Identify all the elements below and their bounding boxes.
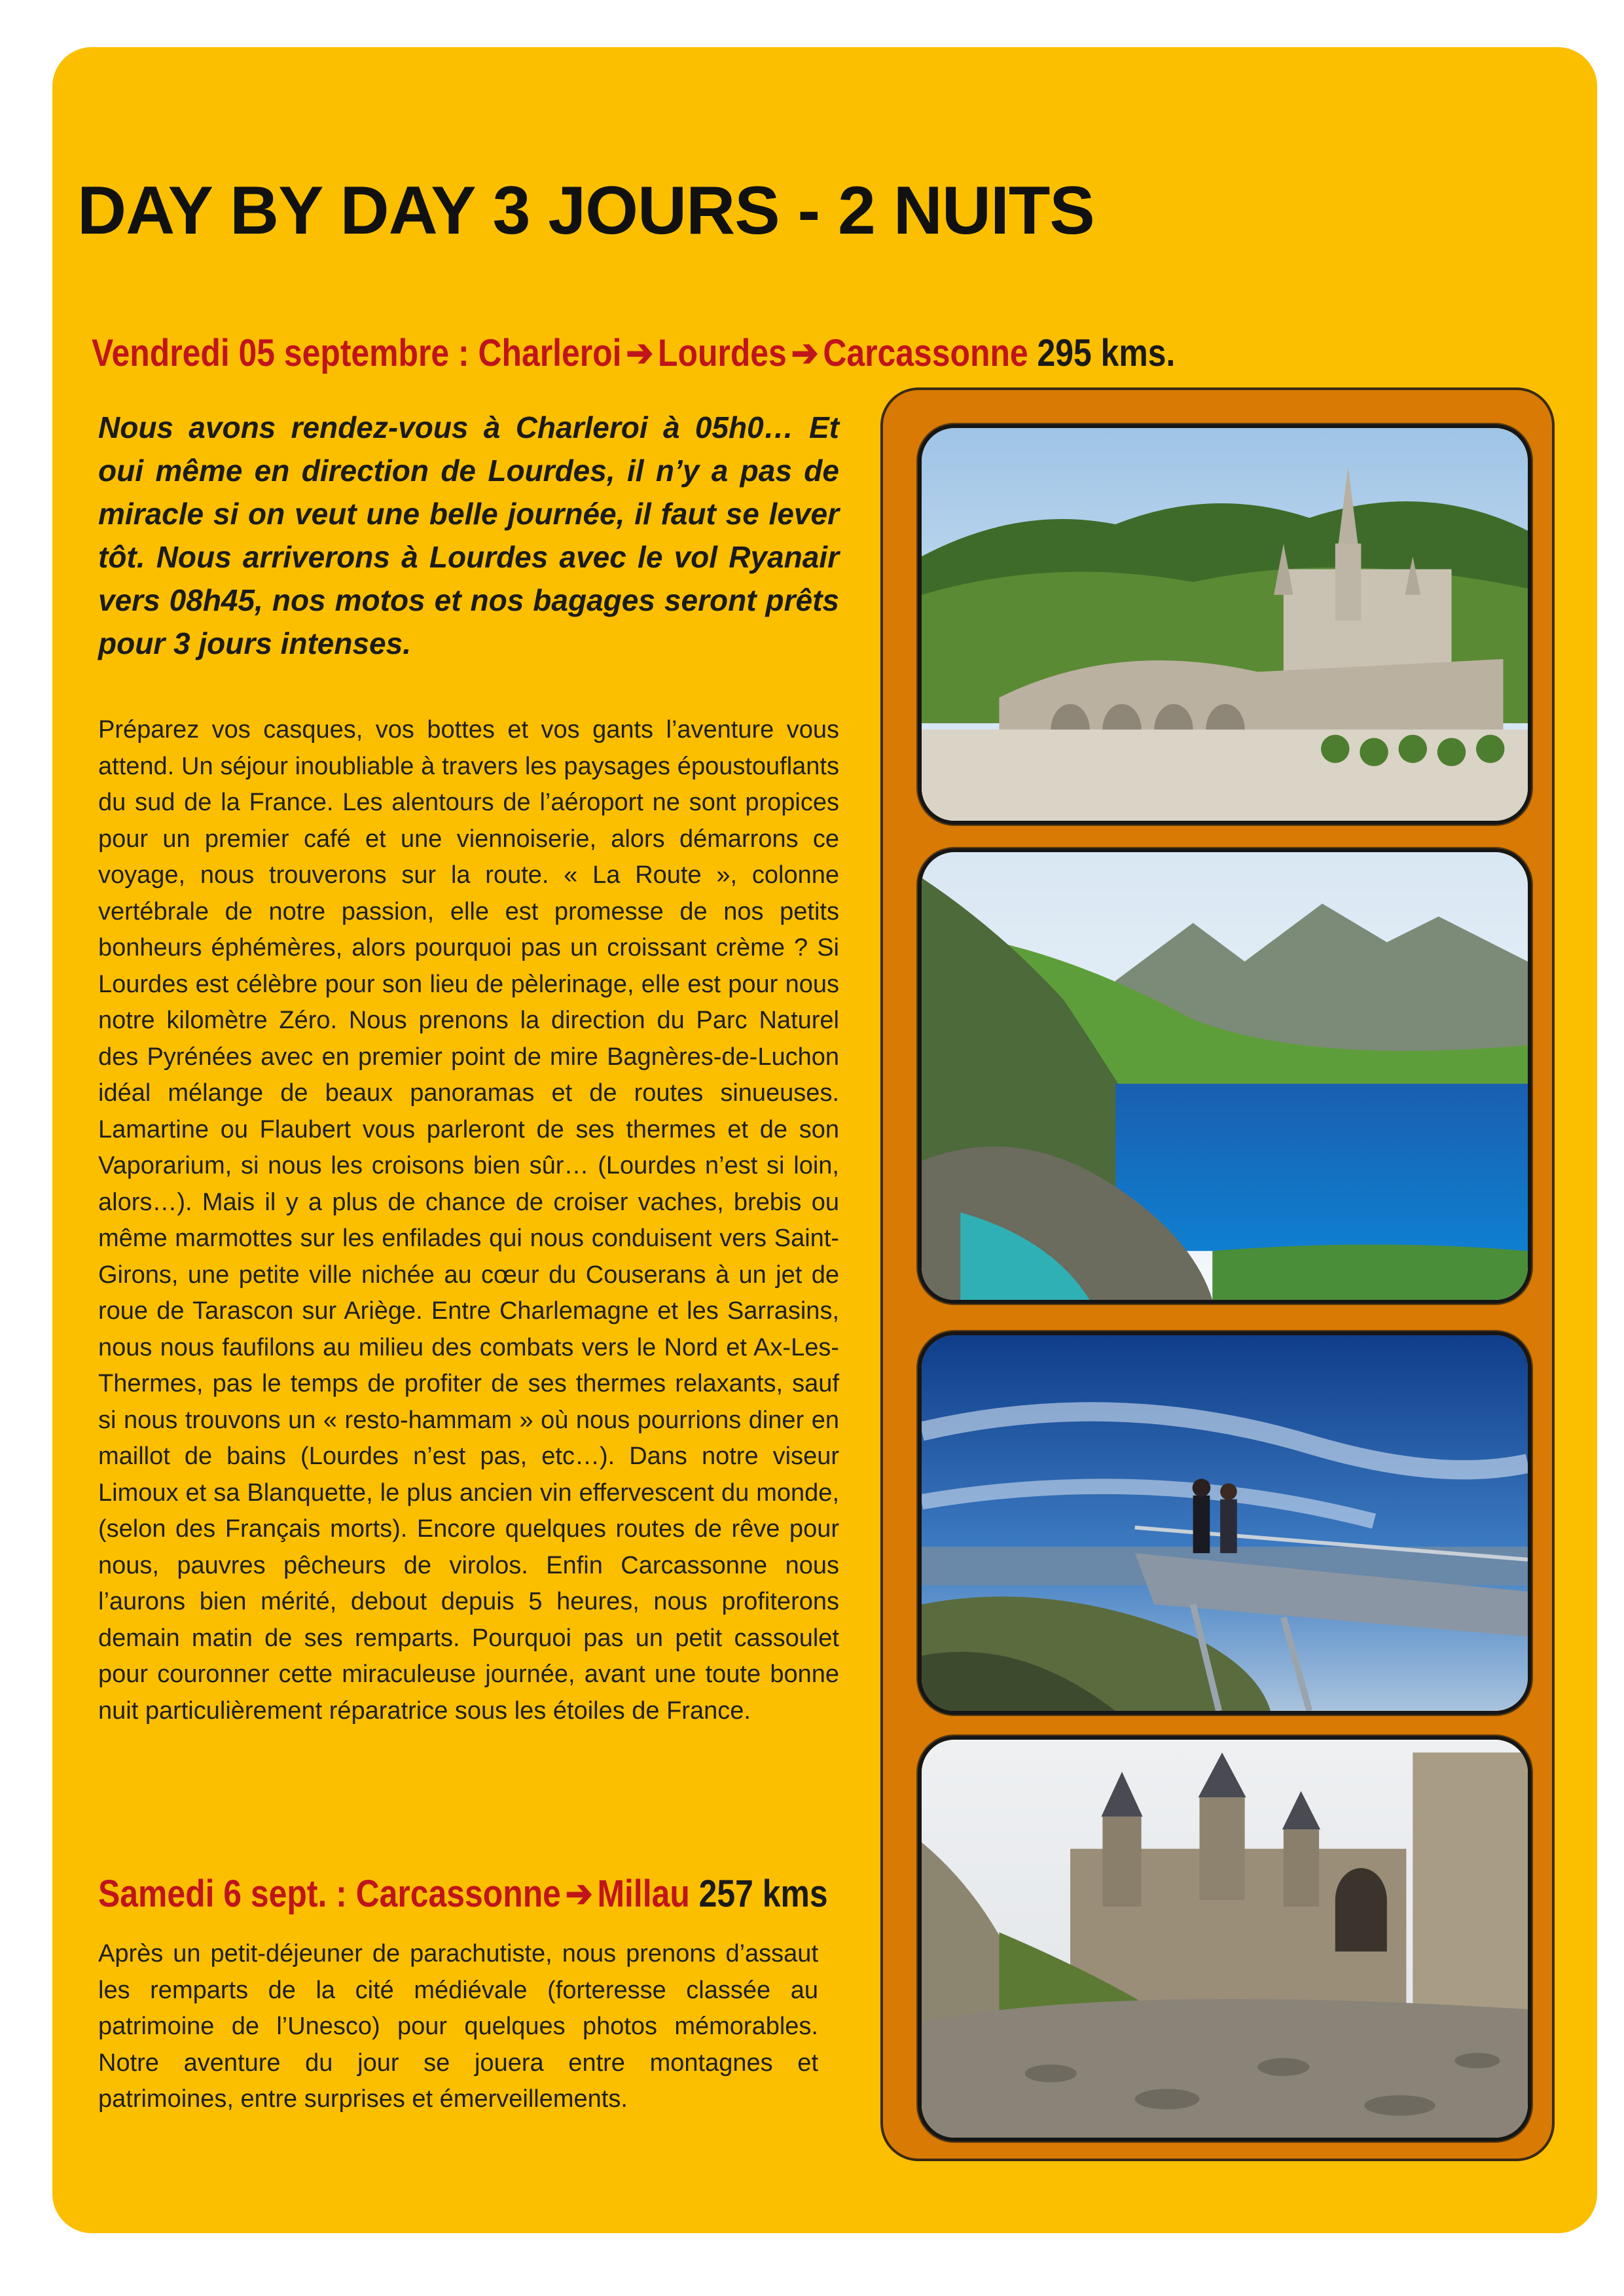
arrow-right-icon: ➔ [791, 332, 819, 374]
carcassonne-castle-photo [918, 1736, 1532, 2142]
page-title: DAY BY DAY 3 JOURS - 2 NUITS [77, 173, 1094, 249]
day1-heading [92, 332, 1175, 374]
day1-distance: 295 kms. [1037, 332, 1176, 374]
day1-body: Préparez vos casques, vos bottes et vos gants l’aventure vous attend. Un séjour inoubliable à travers les paysages époustouflants du sud de la France. Les alentours de l’aéroport ne sont propices pour un premier café et une viennoiserie, alors démarrons ce voyage, nous trouverons sur la route. « La Route », colonne vertébrale de notre passion, elle est promesse de nos petits bonheurs éphémères, alors pourquoi pas un croissant crème ? Si Lourdes est célèbre pour son lieu de pèlerinage, elle est pour nous notre kilomètre Zéro. Nous prenons la direction du Parc Naturel des Pyrénées avec en premier point de mire Bagnères-de-Luchon idéal mélange de beaux panoramas et de routes sinueuses. Lamartine ou Flaubert vous parleront de ses thermes et de son Vaporarium, si nous les croisons bien sûr… (Lourdes n’est si loin, alors…). Mais il y a plus de chance de croiser vaches, brebis ou même marmottes sur les enfilades qui nous conduisent vers Saint-Girons, une petite ville nichée au cœur du Couserans à un jet de roue de Tarascon sur Ariège. Entre Charlemagne et les Sarrasins, nous nous faufilons au milieu des combats vers le Nord et Ax-Les-Thermes, pas le temps de profiter de ses thermes relaxants, sauf si nous trouvons un « resto-hammam » où nous pourrions diner en maillot de bains (Lourdes n’est pas, etc…). Dans notre viseur Limoux et sa Blanquette, le plus ancien vin effervescent du monde, (selon des Français morts). Encore quelques routes de rêve pour nous, pauvres pêcheurs de virolos. Enfin Carcassonne nous l’aurons bien mérité, debout depuis 5 heures, nous profiterons demain matin de ses remparts. Pourquoi pas un petit cassoulet pour couronner cette miraculeuse journée, avant une toute bonne nuit particulièrement réparatrice sous les étoiles de France. [98, 716, 839, 1725]
day2-city2: Millau [597, 1873, 690, 1915]
day1-heading-prefix: Vendredi 05 septembre : Charleroi [92, 332, 622, 374]
day2-distance: 257 kms [698, 1873, 828, 1915]
day1-intro: Nous avons rendez-vous à Charleroi à 05h0… Et oui même en direction de Lourdes, il n’y a pas de miracle si on veut une belle journée, il faut se lever tôt. Nous arriverons à Lourdes avec le vol Ryanair vers 08h45, nos motos et nos bagages seront prêts pour 3 jours intenses. [98, 410, 839, 660]
day1-city3: Carcassonne [823, 332, 1028, 374]
mountain-lake-photo [918, 848, 1532, 1304]
arrow-right-icon: ➔ [626, 332, 654, 374]
day2-body: Après un petit-déjeuner de parachutiste, nous prenons d’assaut les remparts de la cité médiévale (forteresse classée au patrimoine de l’Unesco) pour quelques photos mémorables. Notre aventure du jour se jouera entre montagnes et patrimoines, entre surprises et émerveillements. [98, 1940, 818, 2113]
day1-city2: Lourdes [658, 332, 787, 374]
arrow-right-icon: ➔ [565, 1873, 593, 1915]
day2-heading-prefix: Samedi 6 sept. : Carcassonne [98, 1873, 561, 1915]
day2-heading [98, 1873, 828, 1915]
lourdes-basilica-photo [918, 424, 1532, 825]
skywalk-viewpoint-photo [918, 1331, 1532, 1715]
